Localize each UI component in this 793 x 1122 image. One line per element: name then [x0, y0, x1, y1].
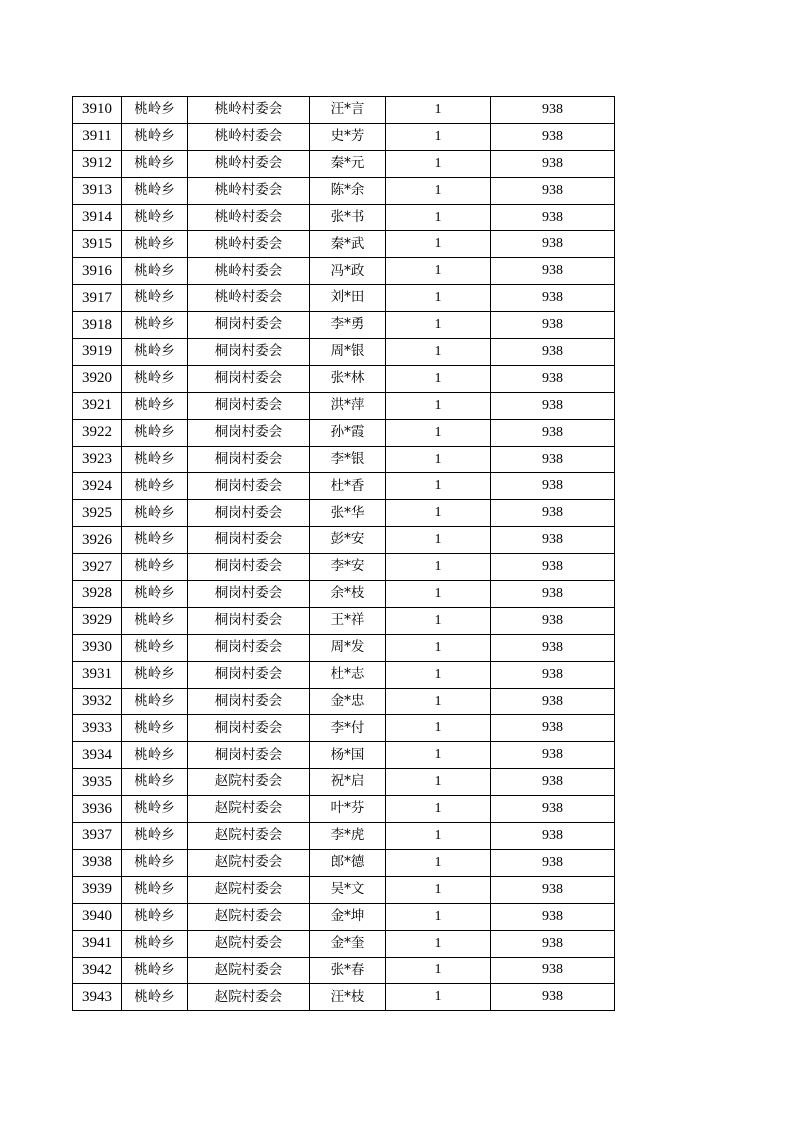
table-row — [73, 957, 615, 984]
row-number-cell: 3930 — [73, 634, 122, 661]
village-committee-cell: 桃岭村委会 — [188, 258, 310, 285]
row-number-cell: 3941 — [73, 930, 122, 957]
row-number-cell: 3939 — [73, 876, 122, 903]
person-count-cell: 1 — [386, 661, 491, 688]
row-number-cell: 3928 — [73, 581, 122, 608]
person-count-cell: 1 — [386, 473, 491, 500]
amount-cell: 938 — [491, 446, 615, 473]
person-count-cell: 1 — [386, 419, 491, 446]
person-count-cell: 1 — [386, 903, 491, 930]
person-count-cell: 1 — [386, 688, 491, 715]
village-committee-cell: 桐岗村委会 — [188, 607, 310, 634]
person-name-cell: 张*春 — [310, 957, 386, 984]
table-row — [73, 150, 615, 177]
person-name-cell: 张*林 — [310, 365, 386, 392]
person-count-cell: 1 — [386, 930, 491, 957]
person-count-cell: 1 — [386, 581, 491, 608]
table-row — [73, 204, 615, 231]
table-row — [73, 446, 615, 473]
village-committee-cell: 赵院村委会 — [188, 849, 310, 876]
person-count-cell: 1 — [386, 312, 491, 339]
row-number-cell: 3927 — [73, 554, 122, 581]
table-row — [73, 581, 615, 608]
person-name-cell: 李*虎 — [310, 823, 386, 850]
person-name-cell: 金*坤 — [310, 903, 386, 930]
village-committee-cell: 桃岭村委会 — [188, 97, 310, 124]
township-cell: 桃岭乡 — [122, 392, 188, 419]
row-number-cell: 3937 — [73, 823, 122, 850]
person-name-cell: 刘*田 — [310, 285, 386, 312]
amount-cell: 938 — [491, 339, 615, 366]
subsidy-roster-table — [72, 96, 615, 1011]
person-count-cell: 1 — [386, 554, 491, 581]
amount-cell: 938 — [491, 150, 615, 177]
table-row — [73, 607, 615, 634]
village-committee-cell: 桃岭村委会 — [188, 123, 310, 150]
township-cell: 桃岭乡 — [122, 796, 188, 823]
person-name-cell: 洪*萍 — [310, 392, 386, 419]
person-name-cell: 陈*余 — [310, 177, 386, 204]
person-count-cell: 1 — [386, 607, 491, 634]
row-number-cell: 3943 — [73, 984, 122, 1011]
village-committee-cell: 赵院村委会 — [188, 796, 310, 823]
person-name-cell: 金*忠 — [310, 688, 386, 715]
row-number-cell: 3915 — [73, 231, 122, 258]
row-number-cell: 3938 — [73, 849, 122, 876]
person-name-cell: 郎*德 — [310, 849, 386, 876]
village-committee-cell: 桃岭村委会 — [188, 231, 310, 258]
table-row — [73, 930, 615, 957]
village-committee-cell: 桐岗村委会 — [188, 365, 310, 392]
village-committee-cell: 桐岗村委会 — [188, 634, 310, 661]
person-count-cell: 1 — [386, 715, 491, 742]
township-cell: 桃岭乡 — [122, 849, 188, 876]
amount-cell: 938 — [491, 688, 615, 715]
township-cell: 桃岭乡 — [122, 97, 188, 124]
township-cell: 桃岭乡 — [122, 715, 188, 742]
township-cell: 桃岭乡 — [122, 500, 188, 527]
amount-cell: 938 — [491, 204, 615, 231]
person-count-cell: 1 — [386, 392, 491, 419]
village-committee-cell: 桐岗村委会 — [188, 661, 310, 688]
table-row — [73, 849, 615, 876]
amount-cell: 938 — [491, 769, 615, 796]
person-name-cell: 叶*芬 — [310, 796, 386, 823]
person-name-cell: 汪*言 — [310, 97, 386, 124]
row-number-cell: 3911 — [73, 123, 122, 150]
amount-cell: 938 — [491, 742, 615, 769]
amount-cell: 938 — [491, 258, 615, 285]
village-committee-cell: 桐岗村委会 — [188, 742, 310, 769]
row-number-cell: 3914 — [73, 204, 122, 231]
row-number-cell: 3931 — [73, 661, 122, 688]
township-cell: 桃岭乡 — [122, 123, 188, 150]
person-name-cell: 余*枝 — [310, 581, 386, 608]
amount-cell: 938 — [491, 177, 615, 204]
township-cell: 桃岭乡 — [122, 554, 188, 581]
township-cell: 桃岭乡 — [122, 876, 188, 903]
amount-cell: 938 — [491, 312, 615, 339]
township-cell: 桃岭乡 — [122, 984, 188, 1011]
person-name-cell: 周*银 — [310, 339, 386, 366]
township-cell: 桃岭乡 — [122, 527, 188, 554]
township-cell: 桃岭乡 — [122, 419, 188, 446]
amount-cell: 938 — [491, 661, 615, 688]
amount-cell: 938 — [491, 634, 615, 661]
village-committee-cell: 赵院村委会 — [188, 984, 310, 1011]
person-count-cell: 1 — [386, 527, 491, 554]
person-count-cell: 1 — [386, 500, 491, 527]
table-row — [73, 258, 615, 285]
township-cell: 桃岭乡 — [122, 823, 188, 850]
amount-cell: 938 — [491, 97, 615, 124]
village-committee-cell: 桐岗村委会 — [188, 500, 310, 527]
table-row — [73, 231, 615, 258]
row-number-cell: 3918 — [73, 312, 122, 339]
township-cell: 桃岭乡 — [122, 957, 188, 984]
village-committee-cell: 赵院村委会 — [188, 903, 310, 930]
table-row — [73, 419, 615, 446]
row-number-cell: 3922 — [73, 419, 122, 446]
row-number-cell: 3913 — [73, 177, 122, 204]
amount-cell: 938 — [491, 796, 615, 823]
row-number-cell: 3926 — [73, 527, 122, 554]
roster-table-body — [73, 97, 615, 1011]
table-row — [73, 742, 615, 769]
person-name-cell: 汪*枝 — [310, 984, 386, 1011]
table-row — [73, 312, 615, 339]
village-committee-cell: 桐岗村委会 — [188, 392, 310, 419]
person-name-cell: 史*芳 — [310, 123, 386, 150]
row-number-cell: 3912 — [73, 150, 122, 177]
village-committee-cell: 桃岭村委会 — [188, 177, 310, 204]
person-name-cell: 杜*香 — [310, 473, 386, 500]
amount-cell: 938 — [491, 419, 615, 446]
amount-cell: 938 — [491, 984, 615, 1011]
row-number-cell: 3936 — [73, 796, 122, 823]
township-cell: 桃岭乡 — [122, 688, 188, 715]
table-row — [73, 392, 615, 419]
township-cell: 桃岭乡 — [122, 581, 188, 608]
person-count-cell: 1 — [386, 849, 491, 876]
person-name-cell: 杜*志 — [310, 661, 386, 688]
village-committee-cell: 赵院村委会 — [188, 876, 310, 903]
person-count-cell: 1 — [386, 123, 491, 150]
table-row — [73, 554, 615, 581]
person-count-cell: 1 — [386, 204, 491, 231]
table-row — [73, 903, 615, 930]
village-committee-cell: 桐岗村委会 — [188, 473, 310, 500]
row-number-cell: 3933 — [73, 715, 122, 742]
amount-cell: 938 — [491, 957, 615, 984]
village-committee-cell: 桐岗村委会 — [188, 446, 310, 473]
row-number-cell: 3921 — [73, 392, 122, 419]
village-committee-cell: 赵院村委会 — [188, 823, 310, 850]
table-row — [73, 796, 615, 823]
table-row — [73, 500, 615, 527]
row-number-cell: 3917 — [73, 285, 122, 312]
table-row — [73, 876, 615, 903]
amount-cell: 938 — [491, 849, 615, 876]
table-row — [73, 984, 615, 1011]
row-number-cell: 3919 — [73, 339, 122, 366]
row-number-cell: 3925 — [73, 500, 122, 527]
amount-cell: 938 — [491, 930, 615, 957]
village-committee-cell: 桐岗村委会 — [188, 581, 310, 608]
person-count-cell: 1 — [386, 742, 491, 769]
person-name-cell: 金*奎 — [310, 930, 386, 957]
amount-cell: 938 — [491, 876, 615, 903]
table-row — [73, 527, 615, 554]
table-row — [73, 769, 615, 796]
row-number-cell: 3920 — [73, 365, 122, 392]
person-name-cell: 李*勇 — [310, 312, 386, 339]
person-count-cell: 1 — [386, 634, 491, 661]
person-name-cell: 彭*安 — [310, 527, 386, 554]
person-count-cell: 1 — [386, 177, 491, 204]
row-number-cell: 3942 — [73, 957, 122, 984]
person-name-cell: 杨*国 — [310, 742, 386, 769]
table-row — [73, 688, 615, 715]
amount-cell: 938 — [491, 231, 615, 258]
table-row — [73, 661, 615, 688]
village-committee-cell: 桐岗村委会 — [188, 554, 310, 581]
row-number-cell: 3934 — [73, 742, 122, 769]
village-committee-cell: 赵院村委会 — [188, 769, 310, 796]
row-number-cell: 3924 — [73, 473, 122, 500]
township-cell: 桃岭乡 — [122, 661, 188, 688]
amount-cell: 938 — [491, 500, 615, 527]
township-cell: 桃岭乡 — [122, 312, 188, 339]
row-number-cell: 3932 — [73, 688, 122, 715]
township-cell: 桃岭乡 — [122, 177, 188, 204]
person-count-cell: 1 — [386, 231, 491, 258]
township-cell: 桃岭乡 — [122, 607, 188, 634]
township-cell: 桃岭乡 — [122, 231, 188, 258]
township-cell: 桃岭乡 — [122, 204, 188, 231]
township-cell: 桃岭乡 — [122, 473, 188, 500]
person-name-cell: 李*安 — [310, 554, 386, 581]
township-cell: 桃岭乡 — [122, 634, 188, 661]
person-name-cell: 张*华 — [310, 500, 386, 527]
village-committee-cell: 桐岗村委会 — [188, 312, 310, 339]
table-row — [73, 823, 615, 850]
table-row — [73, 339, 615, 366]
person-count-cell: 1 — [386, 823, 491, 850]
village-committee-cell: 桐岗村委会 — [188, 419, 310, 446]
township-cell: 桃岭乡 — [122, 903, 188, 930]
amount-cell: 938 — [491, 554, 615, 581]
person-count-cell: 1 — [386, 769, 491, 796]
village-committee-cell: 桐岗村委会 — [188, 339, 310, 366]
township-cell: 桃岭乡 — [122, 742, 188, 769]
person-count-cell: 1 — [386, 285, 491, 312]
table-row — [73, 285, 615, 312]
person-count-cell: 1 — [386, 876, 491, 903]
amount-cell: 938 — [491, 823, 615, 850]
table-row — [73, 634, 615, 661]
person-name-cell: 吴*文 — [310, 876, 386, 903]
person-count-cell: 1 — [386, 984, 491, 1011]
person-name-cell: 祝*启 — [310, 769, 386, 796]
village-committee-cell: 桃岭村委会 — [188, 285, 310, 312]
person-name-cell: 李*付 — [310, 715, 386, 742]
person-count-cell: 1 — [386, 150, 491, 177]
person-name-cell: 李*银 — [310, 446, 386, 473]
township-cell: 桃岭乡 — [122, 285, 188, 312]
amount-cell: 938 — [491, 715, 615, 742]
person-name-cell: 孙*霞 — [310, 419, 386, 446]
person-count-cell: 1 — [386, 446, 491, 473]
amount-cell: 938 — [491, 365, 615, 392]
village-committee-cell: 桐岗村委会 — [188, 715, 310, 742]
row-number-cell: 3910 — [73, 97, 122, 124]
table-row — [73, 365, 615, 392]
person-count-cell: 1 — [386, 365, 491, 392]
amount-cell: 938 — [491, 903, 615, 930]
amount-cell: 938 — [491, 607, 615, 634]
person-count-cell: 1 — [386, 796, 491, 823]
row-number-cell: 3916 — [73, 258, 122, 285]
person-count-cell: 1 — [386, 258, 491, 285]
person-name-cell: 周*发 — [310, 634, 386, 661]
table-row — [73, 715, 615, 742]
person-name-cell: 冯*政 — [310, 258, 386, 285]
person-name-cell: 秦*元 — [310, 150, 386, 177]
village-committee-cell: 桃岭村委会 — [188, 150, 310, 177]
table-row — [73, 473, 615, 500]
amount-cell: 938 — [491, 285, 615, 312]
amount-cell: 938 — [491, 392, 615, 419]
township-cell: 桃岭乡 — [122, 258, 188, 285]
table-row — [73, 97, 615, 124]
row-number-cell: 3929 — [73, 607, 122, 634]
person-name-cell: 王*祥 — [310, 607, 386, 634]
row-number-cell: 3940 — [73, 903, 122, 930]
amount-cell: 938 — [491, 473, 615, 500]
township-cell: 桃岭乡 — [122, 150, 188, 177]
amount-cell: 938 — [491, 527, 615, 554]
village-committee-cell: 赵院村委会 — [188, 930, 310, 957]
village-committee-cell: 桐岗村委会 — [188, 527, 310, 554]
person-name-cell: 秦*武 — [310, 231, 386, 258]
row-number-cell: 3923 — [73, 446, 122, 473]
person-name-cell: 张*书 — [310, 204, 386, 231]
village-committee-cell: 赵院村委会 — [188, 957, 310, 984]
township-cell: 桃岭乡 — [122, 930, 188, 957]
township-cell: 桃岭乡 — [122, 446, 188, 473]
township-cell: 桃岭乡 — [122, 769, 188, 796]
amount-cell: 938 — [491, 581, 615, 608]
row-number-cell: 3935 — [73, 769, 122, 796]
township-cell: 桃岭乡 — [122, 339, 188, 366]
township-cell: 桃岭乡 — [122, 365, 188, 392]
table-row — [73, 177, 615, 204]
person-count-cell: 1 — [386, 957, 491, 984]
person-count-cell: 1 — [386, 97, 491, 124]
table-row — [73, 123, 615, 150]
person-count-cell: 1 — [386, 339, 491, 366]
amount-cell: 938 — [491, 123, 615, 150]
village-committee-cell: 桐岗村委会 — [188, 688, 310, 715]
village-committee-cell: 桃岭村委会 — [188, 204, 310, 231]
